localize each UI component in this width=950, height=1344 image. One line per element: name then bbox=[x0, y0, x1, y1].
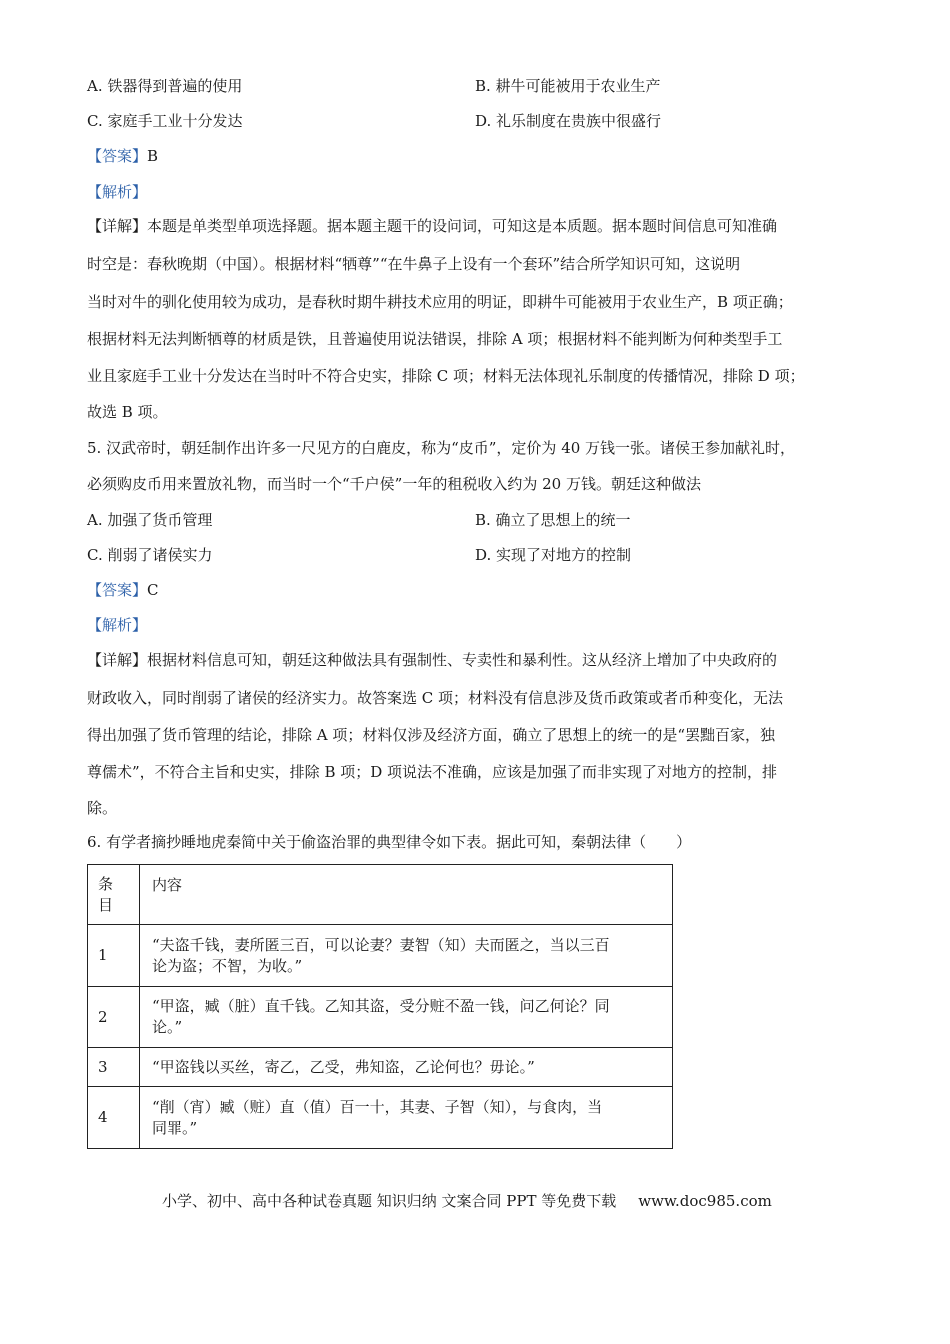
detail-text: 本题是单类型单项选择题。据本题主题干的设问词，可知这是本质题。据本题时间信息可知准确 bbox=[147, 217, 778, 235]
detail-tag: 【详解】 bbox=[87, 651, 148, 669]
page-footer bbox=[162, 1190, 772, 1211]
q5-option-b: B. 确立了思想上的统一 bbox=[475, 511, 631, 529]
q6-stem: 6. 有学者摘抄睡地虎秦简中关于偷盗治罪的典型律令如下表。据此可知，秦朝法律（ ） bbox=[87, 833, 692, 851]
row-number: 1 bbox=[88, 925, 140, 987]
q4-option-a: A. 铁器得到普遍的使用 bbox=[87, 77, 243, 95]
q4-analysis-tag: 【解析】 bbox=[87, 183, 148, 201]
q5-stem-line: 必须购皮币用来置放礼物，而当时一个“千户侯”一年的租税收入约为 20 万钱。朝廷这种做法 bbox=[87, 475, 701, 493]
detail-tag: 【详解】 bbox=[87, 217, 148, 235]
row-text-line: 同罪。” bbox=[152, 1118, 198, 1137]
row-content bbox=[140, 1048, 673, 1087]
q4-answer bbox=[87, 146, 158, 166]
answer-tag: 【答案】 bbox=[87, 147, 148, 165]
row-text-line: “甲盗钱以买丝，寄乙，乙受，弗知盗，乙论何也？毋论。” bbox=[152, 1057, 535, 1076]
table-header-row bbox=[88, 865, 673, 925]
row-text-line: “削（宵）臧（赃）直（值）百一十，其妻、子智（知），与食肉，当 bbox=[152, 1097, 603, 1116]
q5-detail-line: 尊儒术”，不符合主旨和史实，排除 B 项；D 项说法不准确，应该是加强了而非实现了对地方的控制，排 bbox=[87, 763, 778, 781]
footer-text: 小学、初中、高中各种试卷真题 知识归纳 文案合同 PPT 等免费下载 bbox=[162, 1192, 617, 1210]
header-content: 内容 bbox=[140, 865, 673, 925]
q4-option-c: C. 家庭手工业十分发达 bbox=[87, 112, 243, 130]
table-row bbox=[88, 987, 673, 1048]
q4-detail-line bbox=[87, 216, 777, 236]
q5-option-c: C. 削弱了诸侯实力 bbox=[87, 546, 213, 564]
answer-tag: 【答案】 bbox=[87, 581, 148, 599]
q5-stem-line: 5. 汉武帝时，朝廷制作出许多一尺见方的白鹿皮，称为“皮币”，定价为 40 万钱一张。诸侯王参加献礼时， bbox=[87, 439, 796, 457]
row-number: 4 bbox=[88, 1087, 140, 1149]
answer-value: B bbox=[147, 147, 159, 165]
header-number-line: 条 bbox=[98, 874, 114, 893]
answer-value: C bbox=[147, 581, 159, 599]
q5-detail-line: 财政收入，同时削弱了诸侯的经济实力。故答案选 C 项；材料没有信息涉及货币政策或者币种变化，无法 bbox=[87, 689, 784, 707]
row-text-line: “甲盗，臧（脏）直千钱。乙知其盗，受分赃不盈一钱，问乙何论？同 bbox=[152, 997, 610, 1015]
row-number: 3 bbox=[88, 1048, 140, 1087]
row-content bbox=[140, 925, 673, 987]
row-text-line: “夫盗千钱，妻所匿三百，可以论妻？妻智（知）夫而匿之，当以三百 bbox=[152, 935, 610, 954]
q5-detail-line: 得出加强了货币管理的结论，排除 A 项；材料仅涉及经济方面，确立了思想上的统一的是“罢黜百家，独 bbox=[87, 726, 776, 744]
row-text-line: 论为盗；不智，为收。” bbox=[152, 956, 303, 975]
q4-detail-line: 业且家庭手工业十分发达在当时叶不符合史实，排除 C 项；材料无法体现礼乐制度的传播情况，排除 D 项； bbox=[87, 367, 805, 385]
footer-site-link[interactable]: www.doc985.com bbox=[638, 1192, 772, 1210]
q4-option-d: D. 礼乐制度在贵族中很盛行 bbox=[475, 112, 662, 130]
q5-detail-line: 除。 bbox=[87, 799, 118, 817]
q4-detail-line: 故选 B 项。 bbox=[87, 403, 168, 421]
detail-text: 根据材料信息可知，朝廷这种做法具有强制性、专卖性和暴利性。这从经济上增加了中央政府的 bbox=[147, 651, 778, 669]
q5-analysis-tag: 【解析】 bbox=[87, 616, 148, 634]
row-number: 2 bbox=[88, 987, 140, 1048]
q4-detail-line: 时空是：春秋晚期（中国）。根据材料“牺尊”“在牛鼻子上设有一个套环”结合所学知识可知，这说明 bbox=[87, 255, 741, 273]
row-content bbox=[140, 987, 673, 1048]
law-table bbox=[87, 864, 673, 1149]
row-text-line: 论。” bbox=[152, 1018, 183, 1036]
q5-detail-line bbox=[87, 650, 777, 670]
row-content bbox=[140, 1087, 673, 1149]
q4-detail-line: 当时对牛的驯化使用较为成功，是春秋时期牛耕技术应用的明证，即耕牛可能被用于农业生产，B 项正确； bbox=[87, 293, 793, 311]
table-row bbox=[88, 1087, 673, 1149]
q5-option-d: D. 实现了对地方的控制 bbox=[475, 546, 632, 564]
table-row bbox=[88, 925, 673, 987]
header-number bbox=[88, 865, 140, 925]
q5-option-a: A. 加强了货币管理 bbox=[87, 511, 213, 529]
q4-option-b: B. 耕牛可能被用于农业生产 bbox=[475, 77, 661, 95]
header-number-line: 目 bbox=[98, 895, 114, 914]
table-row bbox=[88, 1048, 673, 1087]
q5-answer bbox=[87, 580, 159, 600]
q4-detail-line: 根据材料无法判断牺尊的材质是铁，且普遍使用说法错误，排除 A 项；根据材料不能判断为何种类型手工 bbox=[87, 330, 783, 348]
